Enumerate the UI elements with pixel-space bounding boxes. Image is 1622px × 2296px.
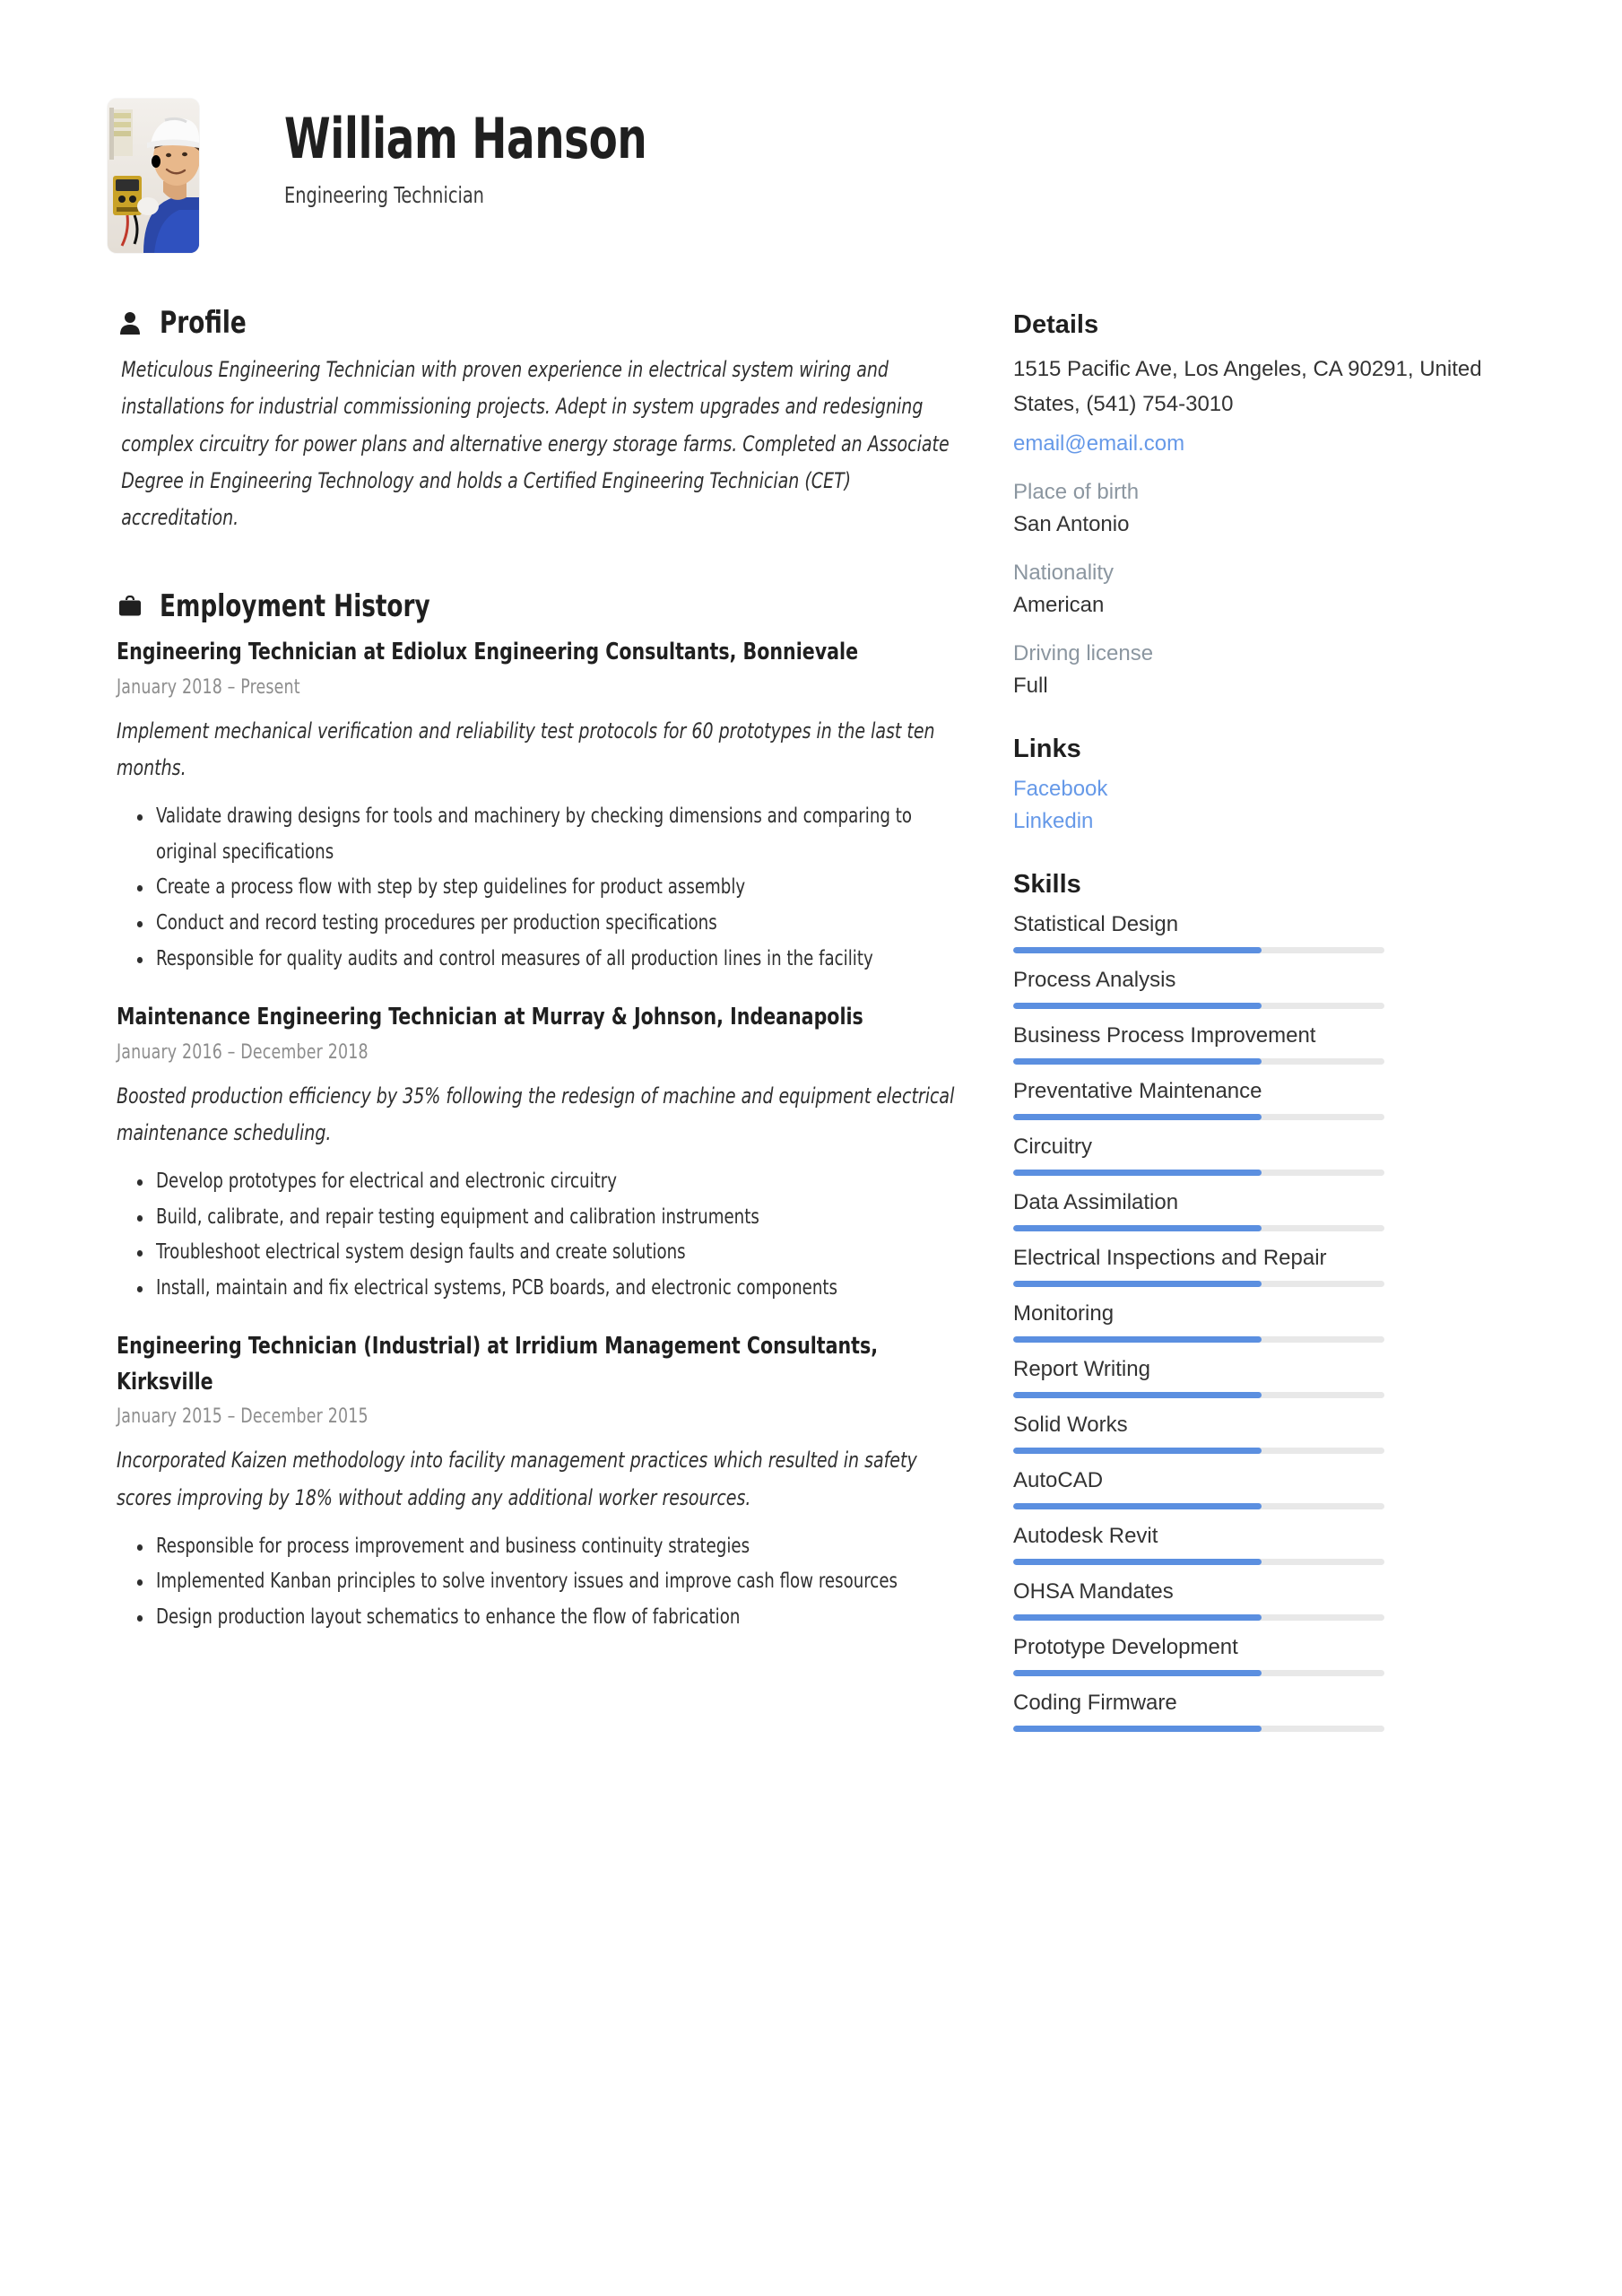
list-item: Design production layout schematics to enhance the flow of fabrication [117,1600,955,1636]
skill-item [1013,1413,1501,1454]
employment-section-header [117,588,959,624]
links-block [1013,735,1501,834]
skill-level-fill [1013,1448,1262,1454]
skill-name: Business Process Improvement [1013,1022,1316,1048]
details-email-link[interactable]: email@email.com [1013,430,1185,456]
user-icon [117,309,143,337]
skill-item [1013,1079,1501,1120]
skill-level-fill [1013,1170,1262,1176]
employment-section-title: Employment History [160,588,430,625]
list-item: Develop prototypes for electrical and electronic circuitry [117,1164,955,1200]
list-item: Conduct and record testing procedures per production specifications [117,906,955,942]
skill-name: Autodesk Revit [1013,1523,1158,1548]
detail-field-value: San Antonio [1013,511,1130,536]
skill-name: Coding Firmware [1013,1690,1177,1715]
skill-level-track [1013,1726,1384,1732]
skill-level-track [1013,1058,1384,1065]
main-column [0,305,1013,1768]
skill-level-fill [1013,1559,1262,1565]
skill-level-track [1013,1392,1384,1398]
skill-level-fill [1013,1503,1262,1509]
skills-block [1013,870,1501,1732]
skill-level-fill [1013,1726,1262,1732]
employment-entry-heading: Engineering Technician at Ediolux Engineering Consultants, Bonnievale [117,639,859,666]
skill-level-track [1013,947,1384,953]
employment-entry-dates: January 2018 – Present [117,675,300,699]
skill-level-track [1013,1170,1384,1176]
employment-entry-summary: Boosted production efficiency by 35% following the redesign of machine and equipment electrical maintenance scheduling. [117,1083,955,1145]
employment-entry [117,635,959,977]
skill-level-track [1013,1003,1384,1009]
detail-field-value: Full [1013,673,1048,698]
employment-entry [117,1000,959,1306]
skill-name: OHSA Mandates [1013,1578,1174,1604]
skill-name: Prototype Development [1013,1634,1238,1659]
list-item: Create a process flow with step by step guidelines for product assembly [117,870,955,906]
skill-level-track [1013,1448,1384,1454]
employment-entry-heading: Maintenance Engineering Technician at Murray & Johnson, Indeanapolis [117,1004,863,1031]
skill-level-fill [1013,1670,1262,1676]
skill-name: Electrical Inspections and Repair [1013,1245,1327,1270]
skill-level-fill [1013,1058,1262,1065]
skill-item [1013,1246,1501,1287]
details-fields [1013,480,1501,699]
skill-item [1013,912,1501,953]
list-item: Responsible for quality audits and control measures of all production lines in the facility [117,942,955,978]
skills-title: Skills [1013,869,1081,899]
skill-level-fill [1013,1281,1262,1287]
employment-entry-summary: Incorporated Kaizen methodology into facility management practices which resulted in safety scores improving by 18% without adding any additional worker resources. [117,1448,917,1510]
skill-level-fill [1013,1614,1262,1621]
list-item: Build, calibrate, and repair testing equipment and calibration instruments [117,1200,955,1236]
profile-section-title: Profile [160,305,247,341]
skill-level-track [1013,1503,1384,1509]
employment-entry-summary: Implement mechanical verification and reliability test protocols for 60 prototypes in the last ten months. [117,718,935,781]
details-title: Details [1013,310,1099,339]
employment-entry-dates: January 2015 – December 2015 [117,1405,369,1429]
page-title: William Hanson [284,106,647,171]
employment-entry [117,1329,959,1635]
skill-level-fill [1013,1225,1262,1231]
list-item: Responsible for process improvement and business continuity strategies [117,1529,955,1565]
list-item: Troubleshoot electrical system design faults and create solutions [117,1235,955,1271]
skill-level-track [1013,1281,1384,1287]
skill-item [1013,1301,1501,1343]
employment-list [117,635,959,1635]
skill-item [1013,1190,1501,1231]
header-job-title: Engineering Technician [284,182,484,209]
skill-level-fill [1013,947,1262,953]
skill-level-track [1013,1225,1384,1231]
skill-name: Preventative Maintenance [1013,1078,1262,1103]
skill-level-track [1013,1614,1384,1621]
skill-item [1013,1468,1501,1509]
skill-name: Process Analysis [1013,967,1176,992]
skill-level-track [1013,1670,1384,1676]
skill-level-fill [1013,1336,1262,1343]
content-columns [0,253,1622,1768]
skill-name: Monitoring [1013,1300,1115,1326]
skill-item [1013,1023,1501,1065]
briefcase-icon [117,592,143,621]
skill-item [1013,1135,1501,1176]
skill-name: Data Assimilation [1013,1189,1179,1214]
skill-item [1013,1579,1501,1621]
skill-level-track [1013,1559,1384,1565]
skill-level-fill [1013,1114,1262,1120]
skill-item [1013,968,1501,1009]
sidebar-link-facebook[interactable]: Facebook [1013,776,1108,801]
sidebar-link-linkedin[interactable]: Linkedin [1013,808,1094,833]
skill-name: AutoCAD [1013,1467,1104,1492]
skill-name: Solid Works [1013,1412,1128,1437]
sidebar-column [1013,305,1622,1768]
skill-item [1013,1691,1501,1732]
detail-field-label: Driving license [1013,640,1154,665]
employment-entry-dates: January 2016 – December 2018 [117,1040,369,1064]
skill-item [1013,1357,1501,1398]
skill-name: Circuitry [1013,1134,1092,1159]
skill-item [1013,1524,1501,1565]
employment-entry-bullets [117,799,959,977]
skills-list [1013,912,1501,1732]
detail-field-label: Nationality [1013,560,1115,585]
skill-level-track [1013,1336,1384,1343]
skill-name: Report Writing [1013,1356,1150,1381]
profile-text: Meticulous Engineering Technician with proven experience in electrical system wiring and installations for industrial commissioning projects. Adept in system upgrades and redesigning complex circuitry for power plans and alternative energy storage farms. Completed an Associate Degree in Engineering Technology and holds a Certified Engineering Technician (CET) accreditation. [121,357,950,531]
details-address: 1515 Pacific Ave, Los Angeles, CA 90291, United States, (541) 754-3010 [1013,357,1482,416]
skill-level-track [1013,1114,1384,1120]
profile-section-header [117,305,959,341]
list-item: Install, maintain and fix electrical systems, PCB boards, and electronic components [117,1271,955,1307]
detail-field-label: Place of birth [1013,479,1140,504]
header-text [199,99,716,208]
links-title: Links [1013,734,1081,763]
employment-entry-bullets [117,1529,959,1636]
skill-name: Statistical Design [1013,911,1179,936]
portrait-photo-electrician-icon [108,99,199,253]
skill-item [1013,1635,1501,1676]
avatar [108,99,199,253]
resume-header [0,0,1622,253]
details-block [1013,310,1501,699]
list-item: Validate drawing designs for tools and machinery by checking dimensions and comparing to original specifications [117,799,955,870]
detail-field-value: American [1013,592,1105,617]
links-list [1013,777,1501,834]
skill-level-fill [1013,1003,1262,1009]
employment-entry-bullets [117,1164,959,1306]
skill-level-fill [1013,1392,1262,1398]
list-item: Implemented Kanban principles to solve inventory issues and improve cash flow resources [117,1564,955,1600]
employment-entry-heading: Engineering Technician (Industrial) at Irridium Management Consultants, Kirksville [117,1333,879,1396]
